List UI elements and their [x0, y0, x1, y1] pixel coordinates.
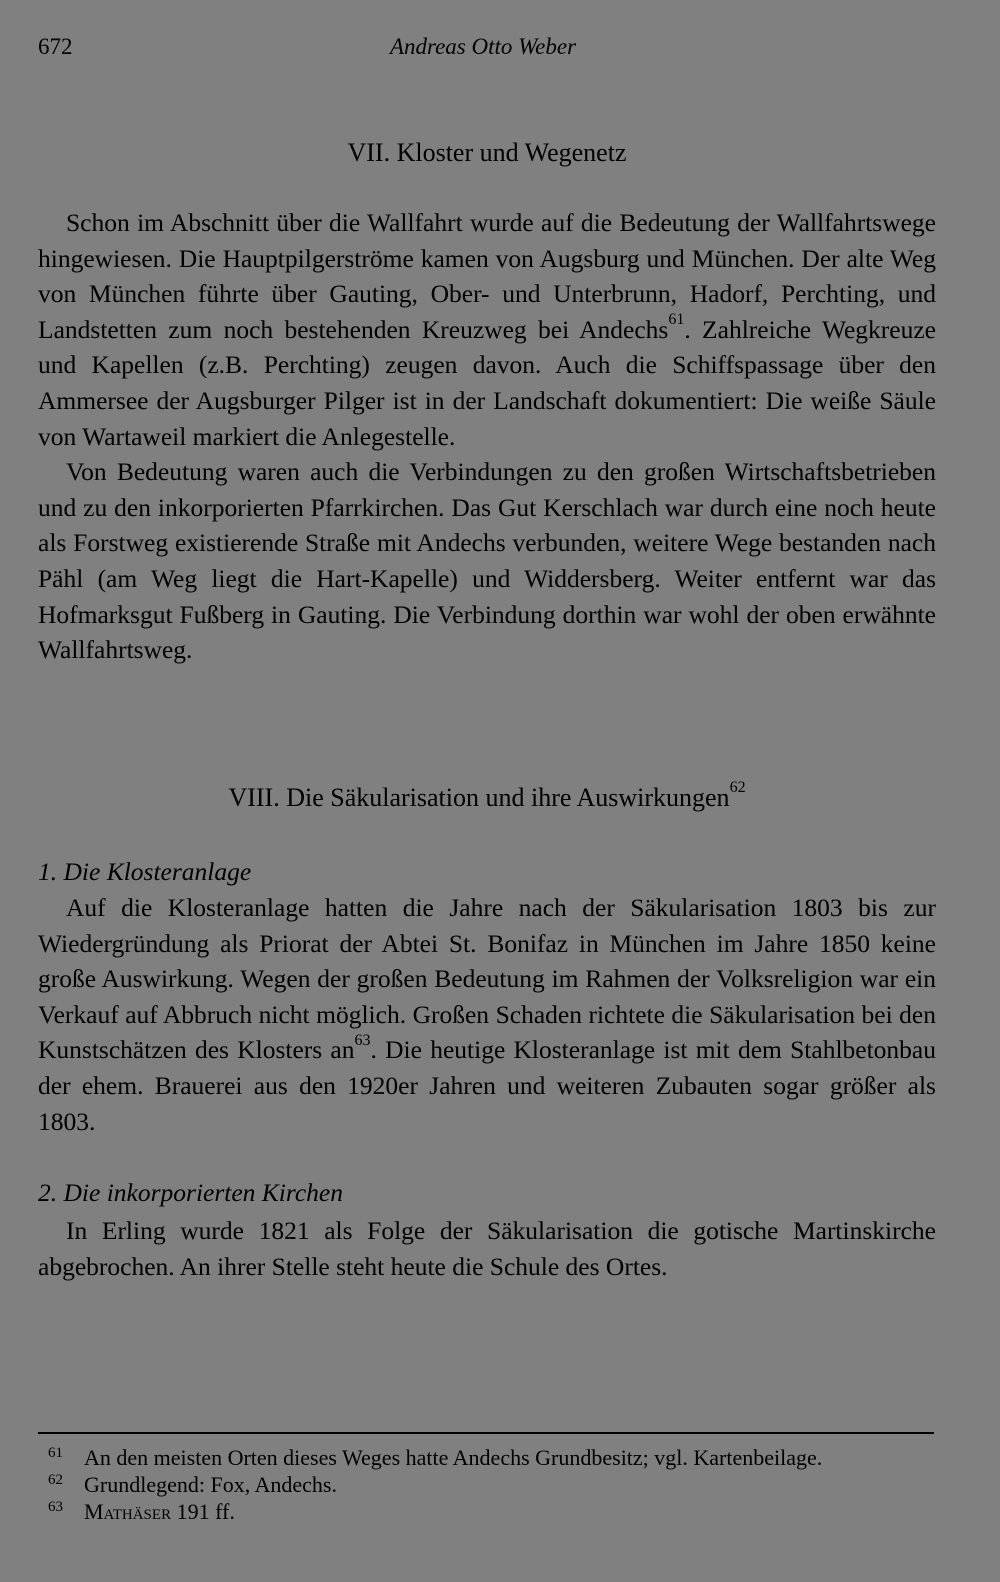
page-number: 672	[38, 34, 73, 59]
footnote-ref: 61	[668, 311, 685, 329]
footnote-ref: 63	[354, 1031, 371, 1049]
section-heading-viii	[38, 780, 936, 816]
footnotes	[48, 1444, 936, 1525]
section-heading-text: VIII. Die Säkularisation und ihre Auswirkungen	[228, 783, 730, 812]
paragraph	[38, 890, 936, 1139]
footnote-text: Grundlegend: Fox, Andechs.	[84, 1472, 337, 1497]
section-vii-body	[38, 205, 936, 668]
subsection-title-klosteranlage: 1. Die Klosteranlage	[38, 857, 252, 886]
footnote-text: 191 ff.	[171, 1499, 235, 1524]
footnote-text: An den meisten Orten dieses Weges hatte Andechs Grundbesitz; vgl. Kartenbeilage.	[84, 1445, 823, 1470]
running-head	[38, 34, 928, 66]
footnote-divider	[38, 1432, 934, 1434]
footnote-number: 62	[48, 1472, 63, 1488]
paragraph-text: . Die heutige Klosteranlage ist mit dem Stahlbetonbau der ehem. Brauerei aus den 1920er Jahren und weiteren Zubauten sogar größer als 1803.	[38, 1035, 937, 1136]
paragraph-text: Schon im Abschnitt über die Wallfahrt wurde auf die Bedeutung der Wallfahrtswege hingewiesen. Die Hauptpilgerströme kamen von Augsburg und München. Der alte Weg von München führte über Gauting, Ober- und Unterbrunn, Hadorf, Perchting, und Landstetten zum noch bestehenden Kreuzweg bei Andechs	[38, 208, 936, 344]
paragraph: Von Bedeutung waren auch die Verbindungen zu den großen Wirtschaftsbetrieben und zu den inkorporierten Pfarrkirchen. Das Gut Kerschlach war durch eine noch heute als Forstweg existierende Straße mit Andechs verbunden, weitere Wege bestanden nach Pähl (am Weg liegt die Hart-Kapelle) und Widdersberg. Weiter entfernt war das Hofmarksgut Fußberg in Gauting. Die Verbindung dorthin war wohl der oben erwähnte Wallfahrtsweg.	[38, 457, 936, 665]
footnote-63	[48, 1498, 936, 1525]
paragraph-text: . Zahlreiche Wegkreuze und Kapellen (z.B. Perchting) zeugen davon. Auch die Schiffspassage über den Ammersee der Augsburger Pilger ist in der Landschaft dokumentiert: Die weiße Säule von Wartaweil markiert die Anlegestelle.	[38, 314, 936, 451]
footnote-number: 61	[48, 1445, 63, 1461]
footnote-ref: 62	[729, 779, 746, 797]
subsection-title-kirchen: 2. Die inkorporierten Kirchen	[38, 1178, 344, 1207]
footnote-61	[48, 1444, 936, 1471]
section-heading-vii: VII. Kloster und Wegenetz	[347, 138, 627, 167]
footnote-62	[48, 1471, 936, 1498]
running-head-author: Andreas Otto Weber	[389, 34, 577, 59]
subsection-kirchen-body	[38, 1213, 936, 1284]
paragraph-text: Auf die Klosteranlage hatten die Jahre nach der Säkularisation 1803 bis zur Wiedergründung als Priorat der Abtei St. Bonifaz in München im Jahre 1850 keine große Auswirkung. Wegen der großen Bedeutung im Rahmen der Volksreligion war ein Verkauf auf Abbruch nicht möglich. Großen Schaden richtete die Säkularisation bei den Kunstschätzen des Klosters an	[38, 893, 936, 1065]
paragraph: In Erling wurde 1821 als Folge der Säkularisation die gotische Martinskirche abgebrochen. An ihrer Stelle steht heute die Schule des Ortes.	[38, 1216, 936, 1281]
footnote-number: 63	[48, 1499, 63, 1515]
subsection-klosteranlage-body	[38, 890, 936, 1139]
paragraph	[38, 205, 936, 454]
footnote-author: Mathäser	[84, 1499, 172, 1524]
